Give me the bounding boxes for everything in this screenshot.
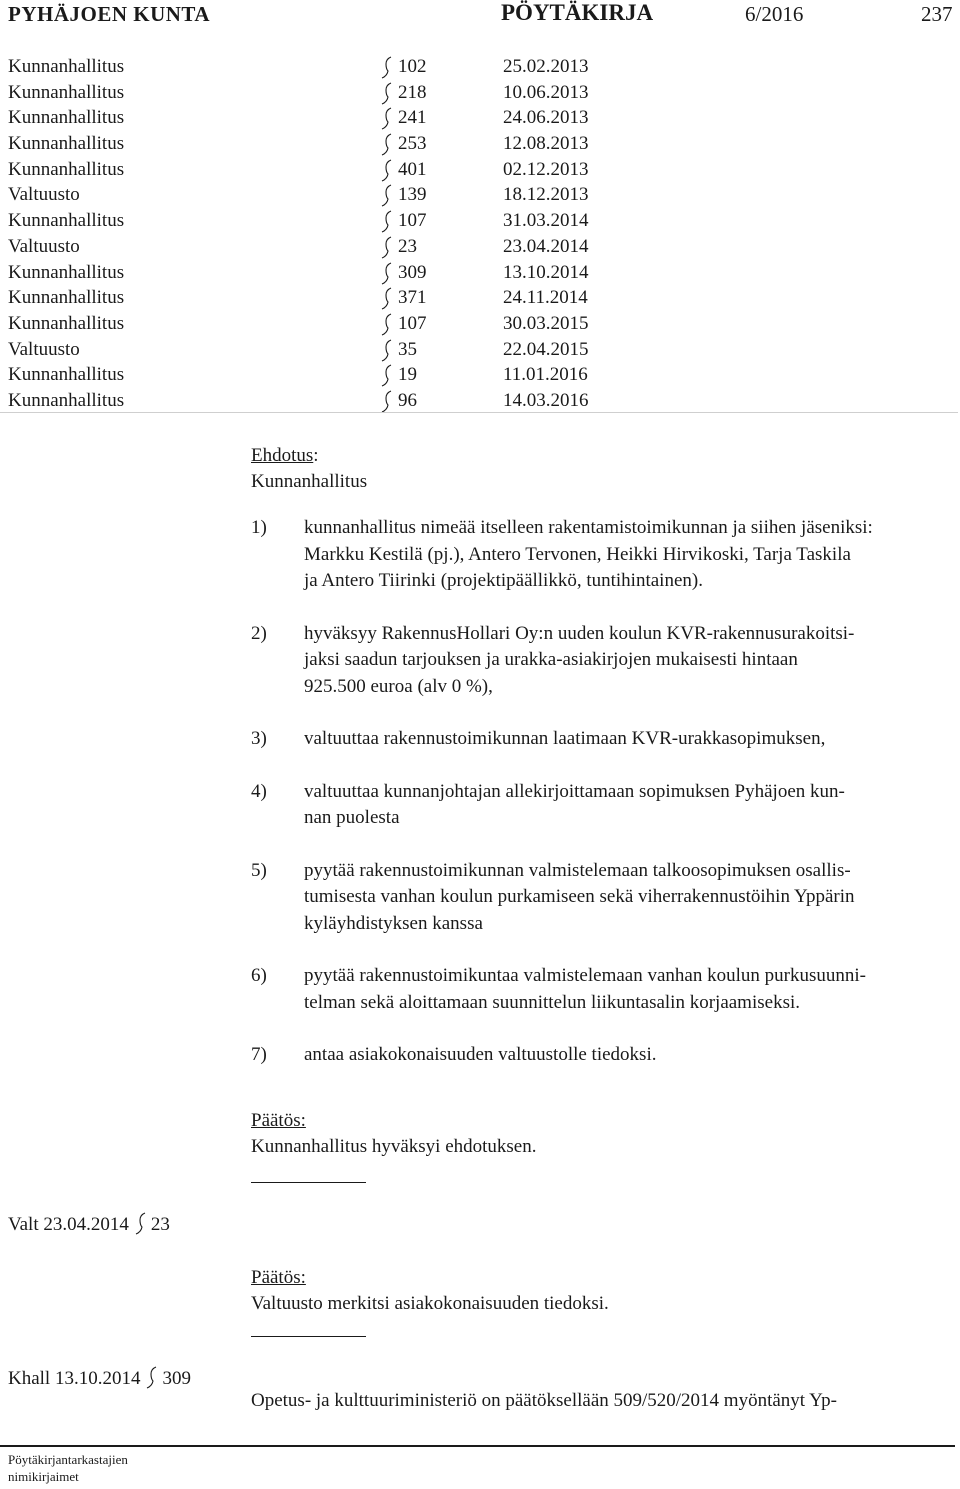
margin-ref-valt [8, 1212, 170, 1236]
item-line: antaa asiakokonaisuuden valtuustolle tiedoksi. [304, 1044, 657, 1065]
proposal-items [251, 515, 951, 1095]
history-date: 22.04.2015 [503, 338, 589, 360]
history-section: 241 [398, 107, 427, 129]
margin-ref-khall [8, 1366, 191, 1390]
section-sign-icon [381, 159, 393, 182]
item-line: 925.500 euroa (alv 0 %), [304, 675, 493, 697]
section-sign-icon [381, 56, 393, 79]
history-date: 13.10.2014 [503, 261, 589, 283]
proposer: Kunnanhallitus [251, 471, 368, 492]
section-sign-icon [381, 339, 393, 362]
decision2-text: Valtuusto merkitsi asiakokonaisuuden tiedoksi. [251, 1293, 609, 1314]
section-sign-icon [381, 184, 393, 207]
decision1-heading: Päätös: [251, 1110, 306, 1131]
history-section: 107 [398, 312, 427, 334]
item-number: 7) [251, 1044, 267, 1065]
history-date: 24.11.2014 [503, 287, 588, 309]
history-section: 218 [398, 81, 427, 103]
proposal-heading-colon: : [313, 445, 319, 466]
issue-number: 6/2016 [745, 2, 804, 26]
proposal-item [251, 1042, 951, 1069]
decision2-heading: Päätös: [251, 1267, 306, 1288]
history-row [0, 287, 960, 313]
margin-ref-khall-section: 309 [162, 1368, 191, 1389]
page-footer [8, 1451, 128, 1485]
proposal-item [251, 726, 951, 753]
section-sign-icon [381, 364, 393, 387]
section-sign-icon [381, 313, 393, 336]
margin-ref-khall-text: Khall 13.10.2014 [8, 1368, 141, 1389]
item-line: pyytää rakennustoimikuntaa valmistelemaan vanhan koulun purkusuunni- [304, 965, 866, 986]
footer-line2: nimikirjaimet [8, 1469, 79, 1484]
municipality-name: PYHÄJOEN KUNTA [8, 2, 211, 26]
history-row [0, 184, 960, 210]
continuation-text: Opetus- ja kulttuuriministeriö on päätöksellään 509/520/2014 myöntänyt Yp- [251, 1390, 837, 1411]
section-sign-icon [146, 1366, 158, 1389]
item-number: 3) [251, 728, 267, 749]
proposal-item [251, 515, 951, 595]
page-header [0, 0, 960, 40]
section-sign-icon [381, 287, 393, 310]
item-line: nan puolesta [304, 807, 400, 828]
history-date: 31.03.2014 [503, 210, 589, 232]
history-date: 23.04.2014 [503, 235, 589, 257]
item-line: kyläyhdistyksen kanssa [304, 912, 483, 934]
margin-ref-valt-text: Valt 23.04.2014 [8, 1214, 129, 1235]
history-date: 25.02.2013 [503, 56, 589, 77]
item-line: telman sekä aloittamaan suunnittelun liikuntasalin korjaamiseksi. [304, 991, 800, 1013]
section-sign-icon [381, 107, 393, 130]
item-line: valtuuttaa rakennustoimikunnan laatimaan KVR-urakkasopimuksen, [304, 728, 826, 749]
section-sign-icon [381, 390, 393, 413]
history-row [0, 133, 960, 159]
history-body: Kunnanhallitus [8, 364, 125, 386]
item-line: kunnanhallitus nimeää itselleen rakentamistoimikunnan ja siihen jäseniksi: [304, 517, 873, 538]
item-line: hyväksyy RakennusHollari Oy:n uuden koulun KVR-rakennusurakoitsi- [304, 622, 855, 644]
section-sign-icon [381, 262, 393, 285]
history-body: Kunnanhallitus [8, 107, 125, 129]
section-sign-icon [381, 210, 393, 233]
item-number: 4) [251, 780, 267, 802]
section-sign-icon [381, 133, 393, 156]
history-row [0, 262, 960, 288]
history-row [0, 236, 960, 262]
item-line: jaksi saadun tarjouksen ja urakka-asiakirjojen mukaisesti hintaan [304, 649, 798, 670]
history-section: 401 [398, 158, 427, 180]
history-body: Kunnanhallitus [8, 56, 125, 77]
footer-line1: Pöytäkirjantarkastajien [8, 1452, 128, 1467]
history-section: 309 [398, 261, 427, 283]
history-date: 24.06.2013 [503, 107, 589, 129]
history-body: Kunnanhallitus [8, 133, 125, 155]
decision1-rule [251, 1182, 366, 1183]
history-body: Valtuusto [8, 184, 80, 206]
item-line: valtuuttaa kunnanjohtajan allekirjoittamaan sopimuksen Pyhäjoen kun- [304, 780, 845, 802]
history-row [0, 56, 960, 82]
page-number: 237 [921, 2, 953, 26]
history-row [0, 313, 960, 339]
history-section: 107 [398, 210, 427, 232]
history-date: 10.06.2013 [503, 81, 589, 103]
history-body: Kunnanhallitus [8, 389, 125, 411]
decision1-block [251, 1108, 537, 1160]
proposal-item [251, 858, 951, 938]
history-section: 19 [398, 364, 417, 386]
proposal-item [251, 621, 951, 701]
section-sign-icon [135, 1212, 147, 1235]
history-body: Valtuusto [8, 338, 80, 360]
history-body: Kunnanhallitus [8, 158, 125, 180]
history-section: 253 [398, 133, 427, 155]
history-date: 02.12.2013 [503, 158, 589, 180]
history-body: Kunnanhallitus [8, 210, 125, 232]
history-date: 12.08.2013 [503, 133, 589, 155]
history-row [0, 82, 960, 108]
history-body: Kunnanhallitus [8, 287, 125, 309]
history-separator [0, 412, 958, 413]
proposal-item [251, 779, 951, 832]
item-number: 6) [251, 965, 267, 986]
history-row [0, 210, 960, 236]
history-section: 35 [398, 338, 417, 360]
proposal-heading: Ehdotus [251, 445, 314, 466]
decision2-rule [251, 1336, 366, 1337]
history-date: 30.03.2015 [503, 312, 589, 334]
item-line: ja Antero Tiirinki (projektipäällikkö, tuntihintainen). [304, 570, 703, 591]
section-sign-icon [381, 236, 393, 259]
proposal-item [251, 963, 951, 1016]
history-section: 102 [398, 56, 427, 77]
decision1-text: Kunnanhallitus hyväksyi ehdotuksen. [251, 1136, 537, 1157]
history-section: 139 [398, 184, 427, 206]
section-sign-icon [381, 82, 393, 105]
history-row [0, 339, 960, 365]
item-number: 1) [251, 517, 267, 538]
history-list [0, 56, 960, 416]
item-line: Markku Kestilä (pj.), Antero Tervonen, Heikki Hirvikoski, Tarja Taskila [304, 543, 851, 565]
item-line: tumisesta vanhan koulun purkamiseen sekä viherrakennustöihin Yppärin [304, 886, 855, 907]
history-date: 14.03.2016 [503, 389, 589, 411]
history-date: 11.01.2016 [503, 364, 588, 386]
history-date: 18.12.2013 [503, 184, 589, 206]
history-row [0, 364, 960, 390]
item-number: 5) [251, 859, 267, 881]
history-row [0, 107, 960, 133]
history-section: 23 [398, 235, 417, 257]
footer-rule [0, 1445, 955, 1447]
proposal-heading-block [251, 443, 367, 495]
document-type: PÖYTÄKIRJA [501, 0, 654, 25]
history-body: Kunnanhallitus [8, 261, 125, 283]
history-body: Kunnanhallitus [8, 312, 125, 334]
history-row [0, 159, 960, 185]
history-section: 96 [398, 389, 417, 411]
decision2-block [251, 1265, 609, 1317]
item-number: 2) [251, 622, 267, 644]
item-line: pyytää rakennustoimikunnan valmistelemaan talkoosopimuksen osallis- [304, 859, 851, 881]
history-body: Kunnanhallitus [8, 81, 125, 103]
history-body: Valtuusto [8, 235, 80, 257]
history-section: 371 [398, 287, 427, 309]
margin-ref-valt-section: 23 [150, 1214, 170, 1235]
